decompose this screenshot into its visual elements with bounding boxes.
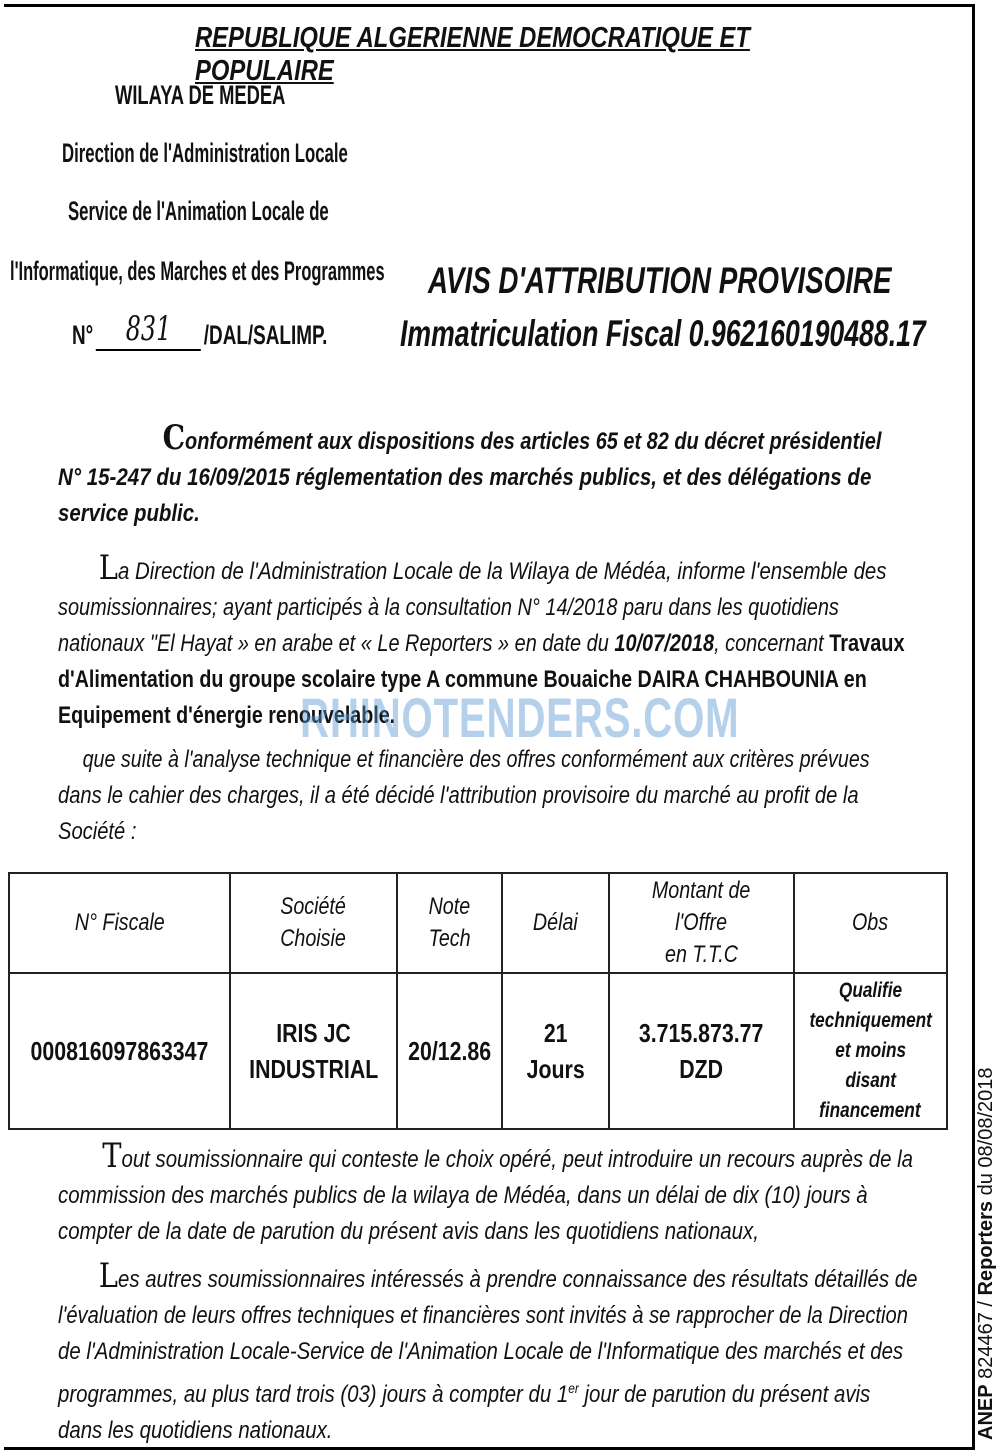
- paragraph-legal-basis: [58, 420, 948, 532]
- paragraph-recourse: [58, 1138, 948, 1250]
- newspaper-name: Reporters: [975, 1200, 997, 1296]
- cell-fiscal: 000816097863347: [9, 973, 230, 1129]
- p2-project-title: d'Alimentation du groupe scolaire type A commune Bouaiche DAIRA CHAHBOUNIA en: [58, 666, 867, 693]
- header-obs: Obs: [794, 873, 947, 973]
- p2-date: 10/07/2018: [614, 630, 715, 657]
- cell-note: 20/12.86: [397, 973, 502, 1129]
- drop-initial: T: [102, 1136, 122, 1176]
- attribution-table: [8, 872, 948, 1130]
- cell-delai: 21 Jours: [502, 973, 609, 1129]
- p4-line2: commission des marchés publics de la wilaya de Médéa, dans un délai de dix (10) jours à: [58, 1182, 868, 1209]
- header-note: Note Tech: [397, 873, 502, 973]
- p1-line1: onformément aux dispositions des articles 65 et 82 du décret présidentiel: [185, 428, 882, 455]
- p2-project-title-cont: Equipement d'énergie renouvelable.: [58, 702, 396, 729]
- p5-line2: l'évaluation de leurs offres techniques et financières sont invités à se rapprocher de la Direction: [58, 1302, 908, 1329]
- watermark: RHINOTENDERS.COM: [300, 686, 740, 749]
- drop-initial: L: [98, 548, 118, 588]
- side-publication-credit: [975, 1068, 998, 1441]
- drop-initial: L: [98, 1256, 118, 1296]
- cell-montant: 3.715.873.77 DZD: [609, 973, 793, 1129]
- ref-suffix: /DAL/SALIMP.: [203, 320, 328, 350]
- p5-line4-sup: er: [568, 1380, 579, 1396]
- direction-heading: Direction de l'Administration Locale: [62, 138, 348, 168]
- header-fiscal: N° Fiscale: [9, 873, 230, 973]
- header-delai: Délai: [502, 873, 609, 973]
- ref-prefix: N°: [72, 320, 94, 350]
- p5-line3: de l'Administration Locale-Service de l'Animation Locale de l'Informatique des marchés et des: [58, 1338, 904, 1365]
- reference-number: [72, 309, 327, 351]
- p5-line4-a: programmes, au plus tard trois (03) jours à compter du 1: [58, 1381, 569, 1408]
- p5-line5: dans les quotidiens nationaux.: [58, 1417, 333, 1444]
- drop-initial: C: [162, 418, 186, 458]
- p5-line4-b: jour de parution du présent avis: [578, 1381, 871, 1408]
- anep-label: ANEP: [975, 1384, 997, 1440]
- p2-line3-a: nationaux "El Hayat » en arabe et « Le Reporters » en date du: [58, 630, 615, 657]
- publication-date: du 08/08/2018: [975, 1067, 997, 1201]
- p1-line3: service public.: [58, 500, 200, 527]
- wilaya-heading: WILAYA DE MEDEA: [115, 80, 286, 110]
- p3-line2: dans le cahier des charges, il a été décidé l'attribution provisoire du marché au profit de la: [58, 782, 859, 809]
- p3-line1: que suite à l'analyse technique et financière des offres conformément aux critères prévues: [82, 746, 870, 773]
- service-heading-line1: Service de l'Animation Locale de: [68, 196, 329, 226]
- p2-line3: [58, 626, 905, 662]
- notice-title: AVIS D'ATTRIBUTION PROVISOIRE: [428, 260, 892, 301]
- cell-societe: IRIS JC INDUSTRIAL: [230, 973, 397, 1129]
- p2-line2: soumissionnaires; ayant participés à la consultation N° 14/2018 paru dans les quotidiens: [58, 594, 839, 621]
- p2-line1: a Direction de l'Administration Locale de la Wilaya de Médéa, informe l'ensemble des: [117, 558, 887, 585]
- fiscal-registration: Immatriculation Fiscal 0.962160190488.17: [400, 313, 926, 354]
- p3-line3: Société :: [58, 818, 137, 845]
- p2-line3-b: , concernant: [714, 630, 830, 657]
- p2-line3-bold: Travaux: [829, 630, 905, 657]
- header-societe: Société Choisie: [230, 873, 397, 973]
- service-heading-line2: l'Informatique, des Marches et des Programmes: [10, 256, 385, 286]
- paragraph-decision: [58, 742, 948, 850]
- p1-line2: N° 15-247 du 16/09/2015 réglementation des marchés publics, et des délégations de: [58, 464, 872, 491]
- ref-handwritten-number: 831: [96, 309, 201, 351]
- paragraph-results: [58, 1258, 948, 1449]
- table-row: [9, 973, 947, 1129]
- table-header-row: [9, 873, 947, 973]
- p4-line3: compter de la date de parution du présent avis dans les quotidiens nationaux,: [58, 1218, 759, 1245]
- p5-line4: [58, 1370, 871, 1413]
- p5-line1: es autres soumissionnaires intéressés à prendre connaissance des résultats détaillés de: [117, 1266, 918, 1293]
- anep-number: 824467 /: [975, 1295, 997, 1385]
- republic-heading: REPUBLIQUE ALGERIENNE DEMOCRATIQUE ET POPULAIRE: [195, 22, 750, 87]
- p4-line1: out soumissionnaire qui conteste le choix opéré, peut introduire un recours auprès de la: [121, 1146, 914, 1173]
- header-montant: Montant de l'Offre en T.T.C: [609, 873, 793, 973]
- cell-obs: Qualifie techniquement et moins disant financement: [794, 973, 947, 1129]
